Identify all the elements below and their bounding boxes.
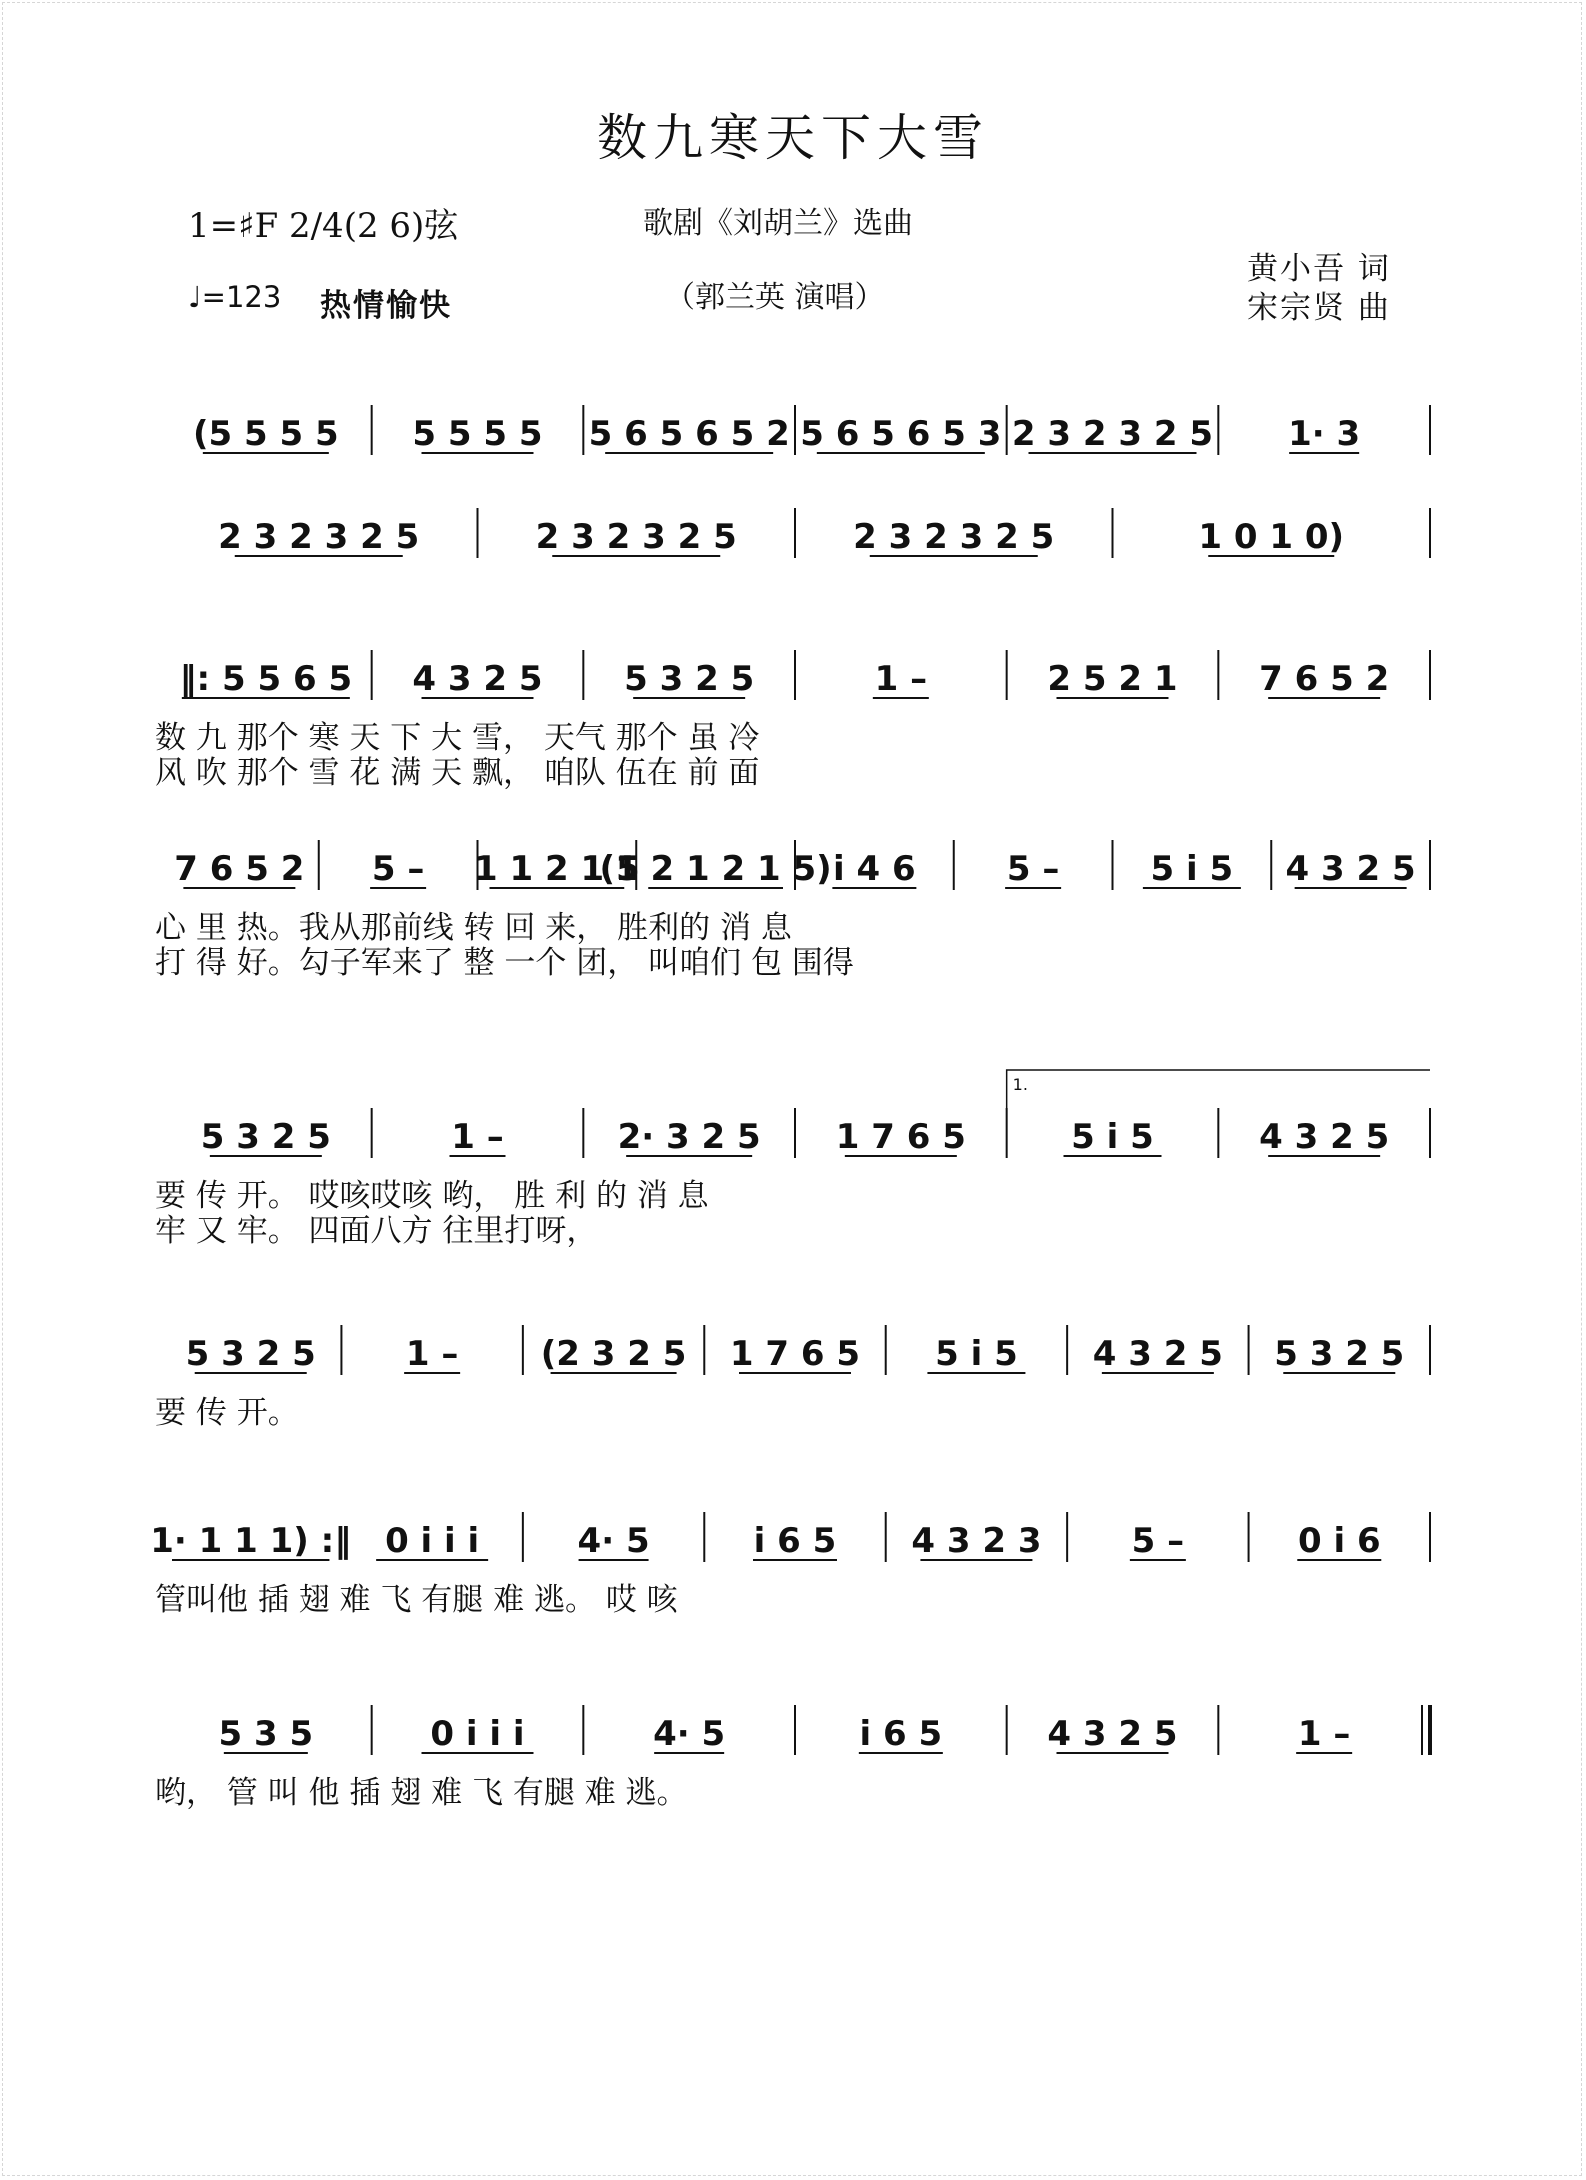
lyric-line: 风 吹 那个 雪 花 满 天 飘， 咱队 伍在 前 面 bbox=[155, 755, 760, 791]
measure-notes: 4 3 2 5 bbox=[1259, 1117, 1390, 1157]
measure-notes: (5 5 5 5 bbox=[192, 414, 339, 454]
measure-notes: 4 3 2 5 bbox=[1047, 1714, 1178, 1754]
lyric-line: 牢 又 牢。 四面八方 往里打呀， bbox=[155, 1213, 598, 1249]
lyric-line: 要 传 开。 哎咳哎咳 哟， 胜 利 的 消 息 bbox=[155, 1178, 709, 1214]
measure-notes: 2 5 2 1 bbox=[1047, 659, 1178, 699]
measure-notes: 4 3 2 3 bbox=[911, 1521, 1042, 1561]
measure-notes: (2 3 2 5 bbox=[540, 1334, 687, 1374]
measure-notes: 5 i 5 bbox=[1150, 849, 1234, 889]
volta-bracket bbox=[1007, 1070, 1430, 1110]
subtitle: 歌剧《刘胡兰》选曲 bbox=[643, 206, 913, 241]
measure-notes: 2 3 2 3 2 5 bbox=[218, 517, 420, 557]
lyric-line: 数 九 那个 寒 天 下 大 雪， 天气 那个 虽 冷 bbox=[155, 720, 760, 756]
measure-notes: 5 3 2 5 bbox=[200, 1117, 331, 1157]
measure-notes: 1 7 6 5 bbox=[729, 1334, 861, 1374]
tempo-marking: ♩=123 bbox=[188, 280, 282, 314]
key-signature: 1=♯F 2/4(2 6)弦 bbox=[188, 206, 459, 246]
measure-notes: 1 – bbox=[405, 1334, 459, 1374]
measure-notes: 1· 3 bbox=[1288, 414, 1361, 454]
measure-notes: 5 3 2 5 bbox=[1274, 1334, 1405, 1374]
measure-notes: 5 i 5 bbox=[935, 1334, 1018, 1374]
lyricist-credit: 黄小吾 词 bbox=[1247, 251, 1391, 287]
measure-notes: i 4 6 bbox=[833, 849, 916, 889]
measure-notes: 5 – bbox=[1006, 849, 1060, 889]
measure-notes: 1· 1 1 1) :‖ bbox=[150, 1521, 352, 1561]
volta-label: 1. bbox=[1012, 1075, 1028, 1094]
measure-notes: 0 i i i bbox=[430, 1714, 525, 1754]
tempo-expression: 热情愉快 bbox=[320, 288, 452, 324]
measure-notes: 1 7 6 5 bbox=[835, 1117, 966, 1157]
measure-notes: 5 3 5 bbox=[218, 1714, 314, 1754]
measure-notes: 5 6 5 6 5 2 bbox=[588, 414, 790, 454]
measure-notes: 1 – bbox=[1297, 1714, 1351, 1754]
measure-notes: ‖: 5 5 6 5 bbox=[179, 659, 353, 699]
measure-notes: 5 – bbox=[1131, 1521, 1185, 1561]
measure-notes: i 6 5 bbox=[753, 1521, 837, 1561]
song-title: 数九寒天下大雪 bbox=[597, 109, 989, 167]
measure-notes: i 6 5 bbox=[859, 1714, 943, 1754]
measure-notes: 7 6 5 2 bbox=[174, 849, 305, 889]
measure-notes: 1 1 2 1 5 bbox=[474, 849, 640, 889]
measure-notes: 5 i 5 bbox=[1071, 1117, 1154, 1157]
measure-notes: 4· 5 bbox=[653, 1714, 726, 1754]
measure-notes: 0 i 6 bbox=[1297, 1521, 1381, 1561]
measure-notes: 2· 3 2 5 bbox=[617, 1117, 761, 1157]
lyric-line: 哟， 管 叫 他 插 翅 难 飞 有腿 难 逃。 bbox=[155, 1775, 688, 1811]
measure-notes: 2 3 2 3 2 5 bbox=[1011, 414, 1214, 454]
measure-notes: 1 – bbox=[451, 1117, 504, 1157]
measure-notes: 0 i i i bbox=[385, 1521, 480, 1561]
composer-credit: 宋宗贤 曲 bbox=[1247, 290, 1391, 326]
measure-notes: 1 – bbox=[874, 659, 928, 699]
measure-notes: 2 3 2 3 2 5 bbox=[853, 517, 1055, 557]
measure-notes: 2 3 2 3 2 5 bbox=[535, 517, 737, 557]
measure-notes: 7 6 5 2 bbox=[1259, 659, 1390, 699]
measure-notes: (1 2 1 2 1 5) bbox=[599, 849, 832, 889]
measure-notes: 4· 5 bbox=[577, 1521, 650, 1561]
measure-notes: 5 3 2 5 bbox=[624, 659, 755, 699]
lyric-line: 要 传 开。 bbox=[155, 1395, 299, 1431]
lyric-line: 心 里 热。我从那前线 转 回 来， 胜利的 消 息 bbox=[155, 910, 792, 946]
measure-notes: 4 3 2 5 bbox=[1092, 1334, 1223, 1374]
performer: （郭兰英 演唱） bbox=[665, 280, 885, 315]
measure-notes: 5 – bbox=[371, 849, 425, 889]
measure-notes: 4 3 2 5 bbox=[412, 659, 543, 699]
measure-notes: 5 3 2 5 bbox=[185, 1334, 316, 1374]
measure-notes: 5 5 5 5 bbox=[412, 414, 543, 454]
measure-notes: 4 3 2 5 bbox=[1285, 849, 1416, 889]
measure-notes: 5 6 5 6 5 3 bbox=[800, 414, 1002, 454]
measure-notes: 1 0 1 0) bbox=[1198, 517, 1345, 557]
lyric-line: 管叫他 插 翅 难 飞 有腿 难 逃。 哎 咳 bbox=[155, 1582, 678, 1618]
lyric-line: 打 得 好。勾子军来了 整 一个 团， 叫咱们 包 围得 bbox=[155, 945, 854, 981]
